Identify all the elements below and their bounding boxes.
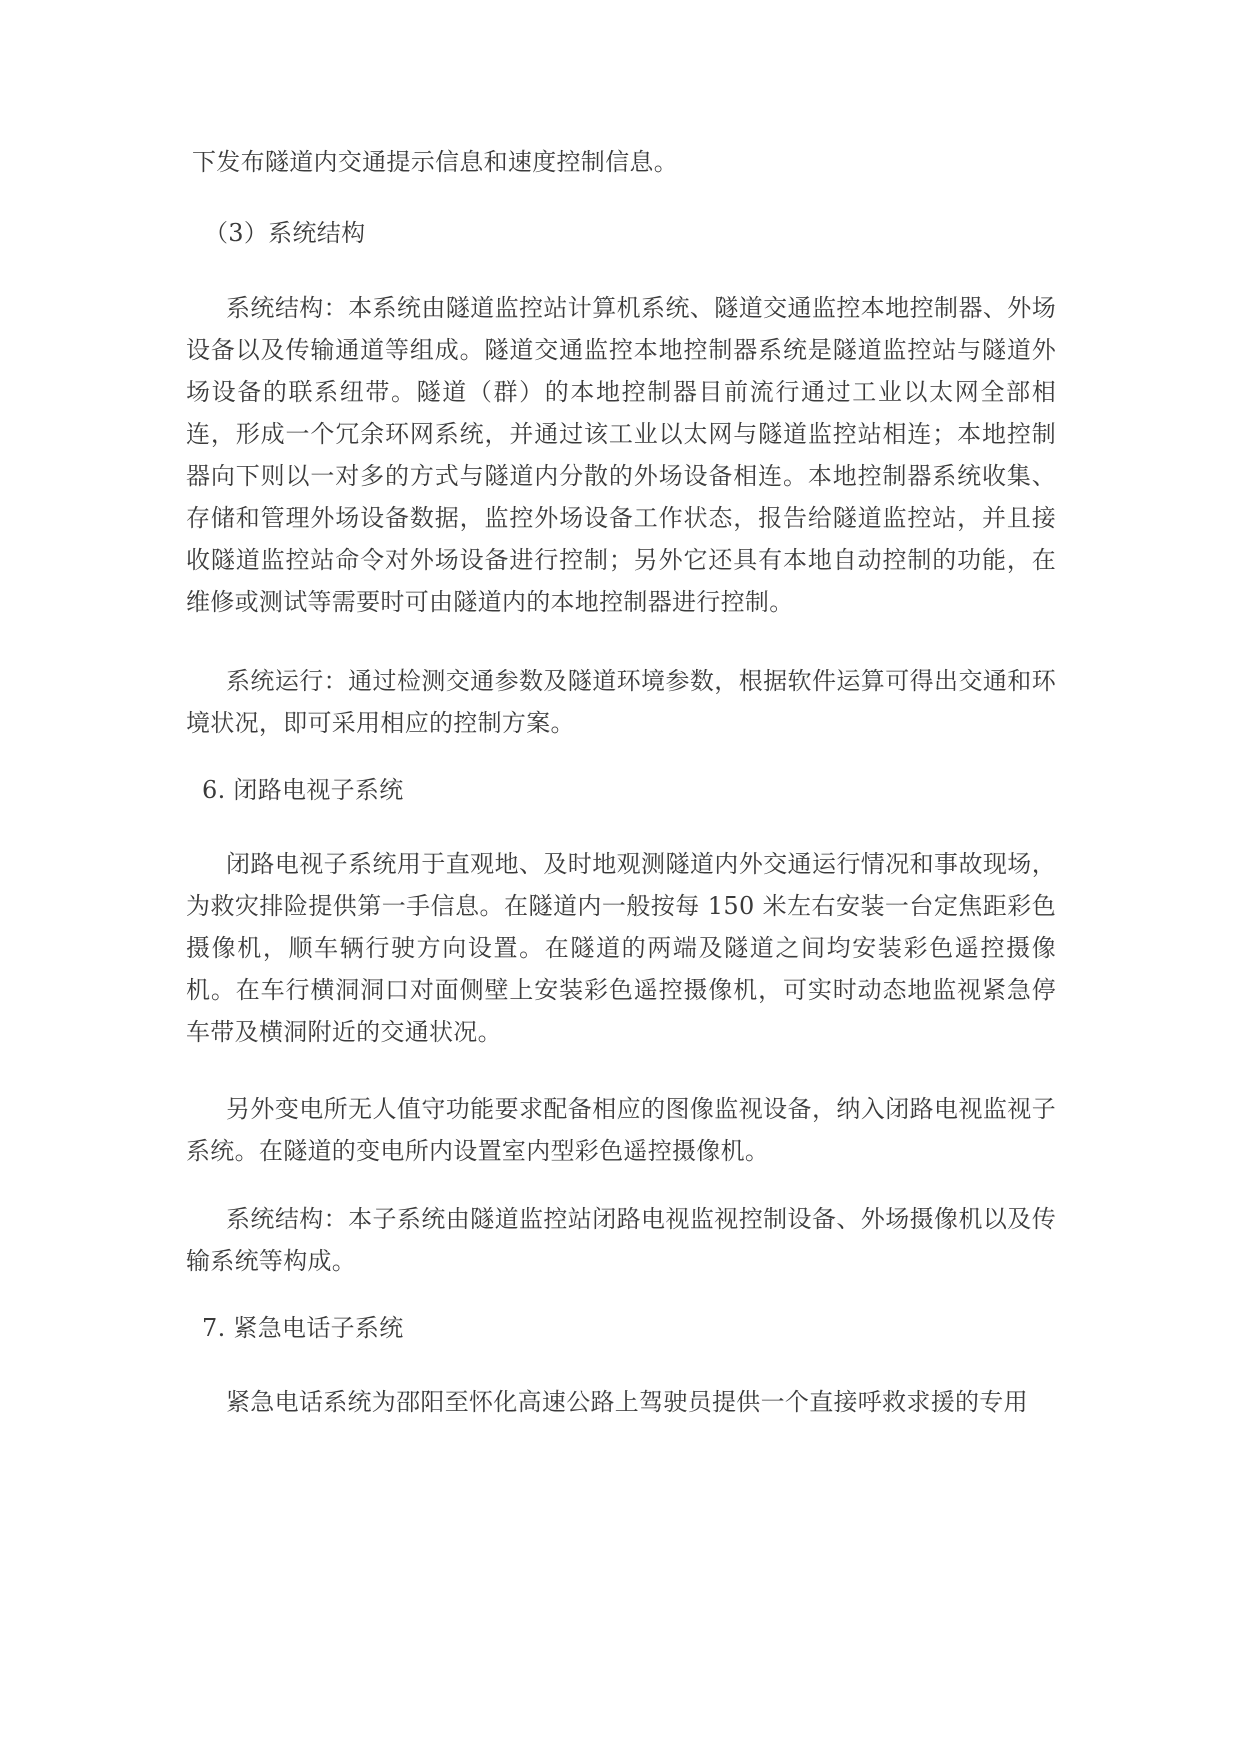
paragraph-system-operation: 系统运行：通过检测交通参数及隧道环境参数，根据软件运算可得出交通和环境状况，即可采用相应的控制方案。 <box>186 667 1056 737</box>
section-heading-cctv: 6. 闭路电视子系统 <box>202 776 404 804</box>
paragraph-substation-monitoring: 另外变电所无人值守功能要求配备相应的图像监视设备，纳入闭路电视监视子系统。在隧道的变电所内设置室内型彩色遥控摄像机。 <box>186 1095 1056 1165</box>
paragraph-cctv-structure: 系统结构：本子系统由隧道监控站闭路电视监视控制设备、外场摄像机以及传输系统等构成。 <box>186 1205 1056 1275</box>
paragraph-emergency-phone: 紧急电话系统为邵阳至怀化高速公路上驾驶员提供一个直接呼救求援的专用 <box>226 1388 1028 1416</box>
paragraph-continuation: 下发布隧道内交通提示信息和速度控制信息。 <box>192 148 678 176</box>
section-heading-emergency-phone: 7. 紧急电话子系统 <box>202 1314 404 1342</box>
section-heading-system-structure: （3）系统结构 <box>204 219 366 247</box>
paragraph-cctv-description: 闭路电视子系统用于直观地、及时地观测隧道内外交通运行情况和事故现场，为救灾排险提供第一手信息。在隧道内一般按每 150 米左右安装一台定焦距彩色摄像机，顺车辆行驶方向设置。在隧道的两端及隧道之间均安装彩色遥控摄像机。在车行横洞洞口对面侧壁上安装彩色遥控摄像机，可实时动态地监视紧急停车带及横洞附近的交通状况。 <box>186 850 1056 1046</box>
paragraph-system-structure: 系统结构：本系统由隧道监控站计算机系统、隧道交通监控本地控制器、外场设备以及传输通道等组成。隧道交通监控本地控制器系统是隧道监控站与隧道外场设备的联系纽带。隧道（群）的本地控制器目前流行通过工业以太网全部相连，形成一个冗余环网系统，并通过该工业以太网与隧道监控站相连；本地控制器向下则以一对多的方式与隧道内分散的外场设备相连。本地控制器系统收集、存储和管理外场设备数据，监控外场设备工作状态，报告给隧道监控站，并且接收隧道监控站命令对外场设备进行控制；另外它还具有本地自动控制的功能，在维修或测试等需要时可由隧道内的本地控制器进行控制。 <box>186 294 1056 616</box>
